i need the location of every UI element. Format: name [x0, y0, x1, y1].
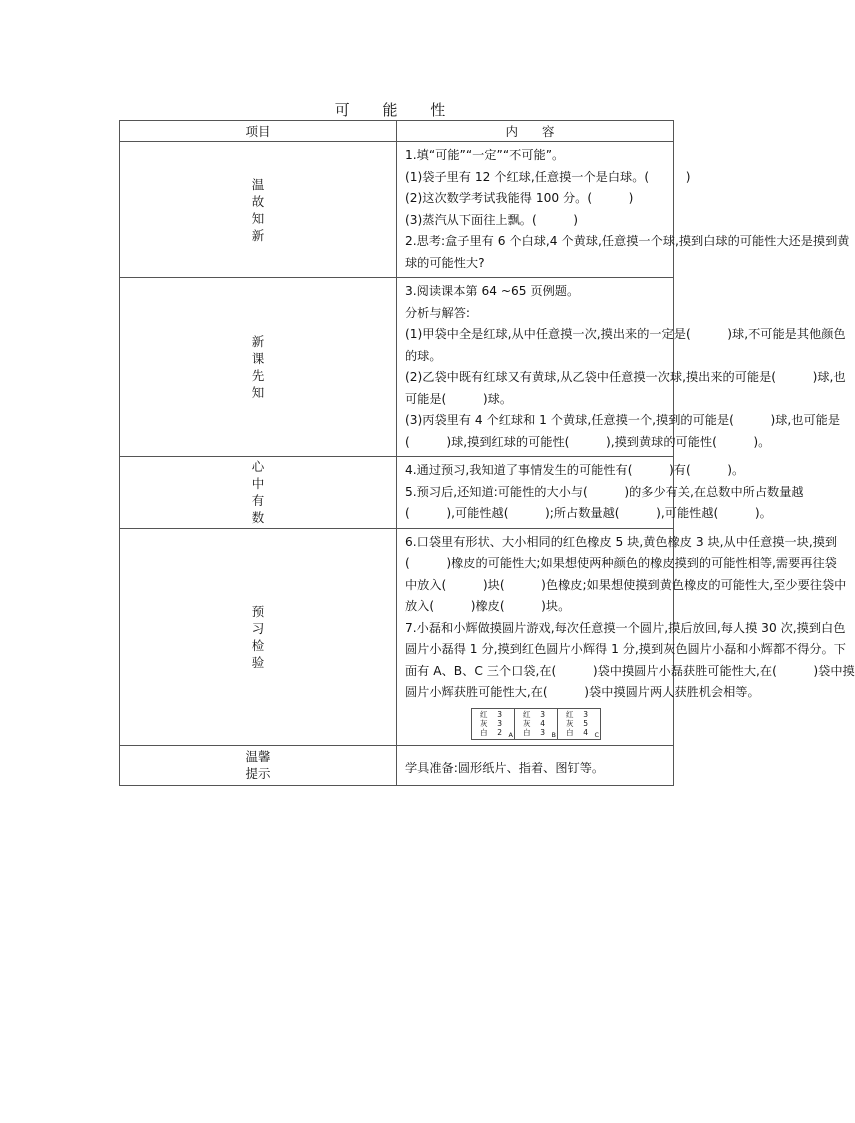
section-check: [120, 528, 674, 745]
question-line: (1)袋子里有 12 个红球,任意摸一个是白球。( ): [405, 169, 691, 184]
question-line: 4.通过预习,我知道了事情发生的可能性有( )有( )。: [405, 463, 745, 477]
bag-letter: C: [594, 730, 599, 739]
question-line: 可能是( )球。: [405, 391, 513, 406]
bag-letter: B: [551, 730, 556, 739]
section-content: [397, 528, 855, 745]
section-label: 新 课 先 知: [120, 278, 397, 457]
table-header-row: [120, 121, 674, 142]
question-line: 圆片小磊得 1 分,摸到红色圆片小辉得 1 分,摸到灰色圆片小磊和小辉都不得分。下: [405, 642, 846, 656]
header-item: 项目: [120, 121, 397, 142]
section-tips: [120, 745, 674, 786]
section-label: 温馨 提示: [120, 745, 397, 786]
section-understanding: [120, 457, 674, 529]
question-line: 放入( )橡皮( )块。: [405, 599, 571, 613]
question-line: (3)蒸汽从下面往上飘。( ): [405, 212, 579, 227]
bags-figure: [405, 704, 667, 742]
bags-table: [471, 708, 601, 740]
question-line: 5.预习后,还知道:可能性的大小与( )的多少有关,在总数中所占数量越: [405, 484, 804, 499]
section-content: [397, 142, 850, 278]
section-content: [397, 457, 804, 529]
question-line: 中放入( )块( )色橡皮;如果想使摸到黄色橡皮的可能性大,至少要往袋中: [405, 577, 847, 592]
question-line: 6.口袋里有形状、大小相同的红色橡皮 5 块,黄色橡皮 3 块,从中任意摸一块,摸到: [405, 534, 838, 549]
bag-c: 红 3 灰 5 白 4 C: [558, 708, 601, 739]
bag-b: 红 3 灰 4 白 3 B: [515, 708, 558, 739]
tip-line: 学具准备:圆形纸片、指着、图钉等。: [405, 760, 605, 775]
section-preview: [120, 278, 674, 457]
question-line: 球的可能性大?: [405, 255, 485, 270]
section-content: [397, 278, 846, 457]
section-review: [120, 142, 674, 278]
question-line: (2)乙袋中既有红球又有黄球,从乙袋中任意摸一次球,摸出来的可能是( )球,也: [405, 370, 846, 384]
question-line: 面有 A、B、C 三个口袋,在( )袋中摸圆片小磊获胜可能性大,在( )袋中摸: [405, 663, 855, 678]
question-line: 圆片小辉获胜可能性大,在( )袋中摸圆片两人获胜机会相等。: [405, 685, 760, 699]
question-line: ( )橡皮的可能性大;如果想使两种颜色的橡皮摸到的可能性相等,需要再往袋: [405, 556, 837, 570]
question-line: 1.填“可能”“一定”“不可能”。: [405, 148, 565, 162]
question-line: (3)丙袋里有 4 个红球和 1 个黄球,任意摸一个,摸到的可能是( )球,也可能是: [405, 413, 841, 427]
section-label: 预 习 检 验: [120, 528, 397, 745]
section-content: [397, 745, 674, 786]
question-line: (1)甲袋中全是红球,从中任意摸一次,摸出来的一定是( )球,不可能是其他颜色: [405, 327, 846, 341]
question-line: ( )球,摸到红球的可能性( ),摸到黄球的可能性( )。: [405, 434, 771, 449]
section-label: 温 故 知 新: [120, 142, 397, 278]
question-line: 7.小磊和小辉做摸圆片游戏,每次任意摸一个圆片,摸后放回,每人摸 30 次,摸到白色: [405, 620, 846, 635]
page-title: 可 能 性: [334, 101, 460, 119]
question-line: 分析与解答:: [405, 305, 471, 320]
question-line: (2)这次数学考试我能得 100 分。( ): [405, 191, 634, 205]
question-line: 2.思考:盒子里有 6 个白球,4 个黄球,任意摸一个球,摸到白球的可能性大还是摸到黄: [405, 234, 850, 248]
lesson-table: [119, 120, 855, 786]
bag-letter: A: [508, 730, 513, 739]
question-line: 的球。: [405, 348, 442, 363]
bag-a: 红 3 灰 3 白 2 A: [472, 708, 515, 739]
question-line: 3.阅读课本第 64 ~65 页例题。: [405, 284, 580, 298]
header-content: 内 容: [397, 121, 674, 142]
question-line: ( ),可能性越( );所占数量越( ),可能性越( )。: [405, 506, 772, 520]
section-label: 心 中 有 数: [120, 457, 397, 529]
